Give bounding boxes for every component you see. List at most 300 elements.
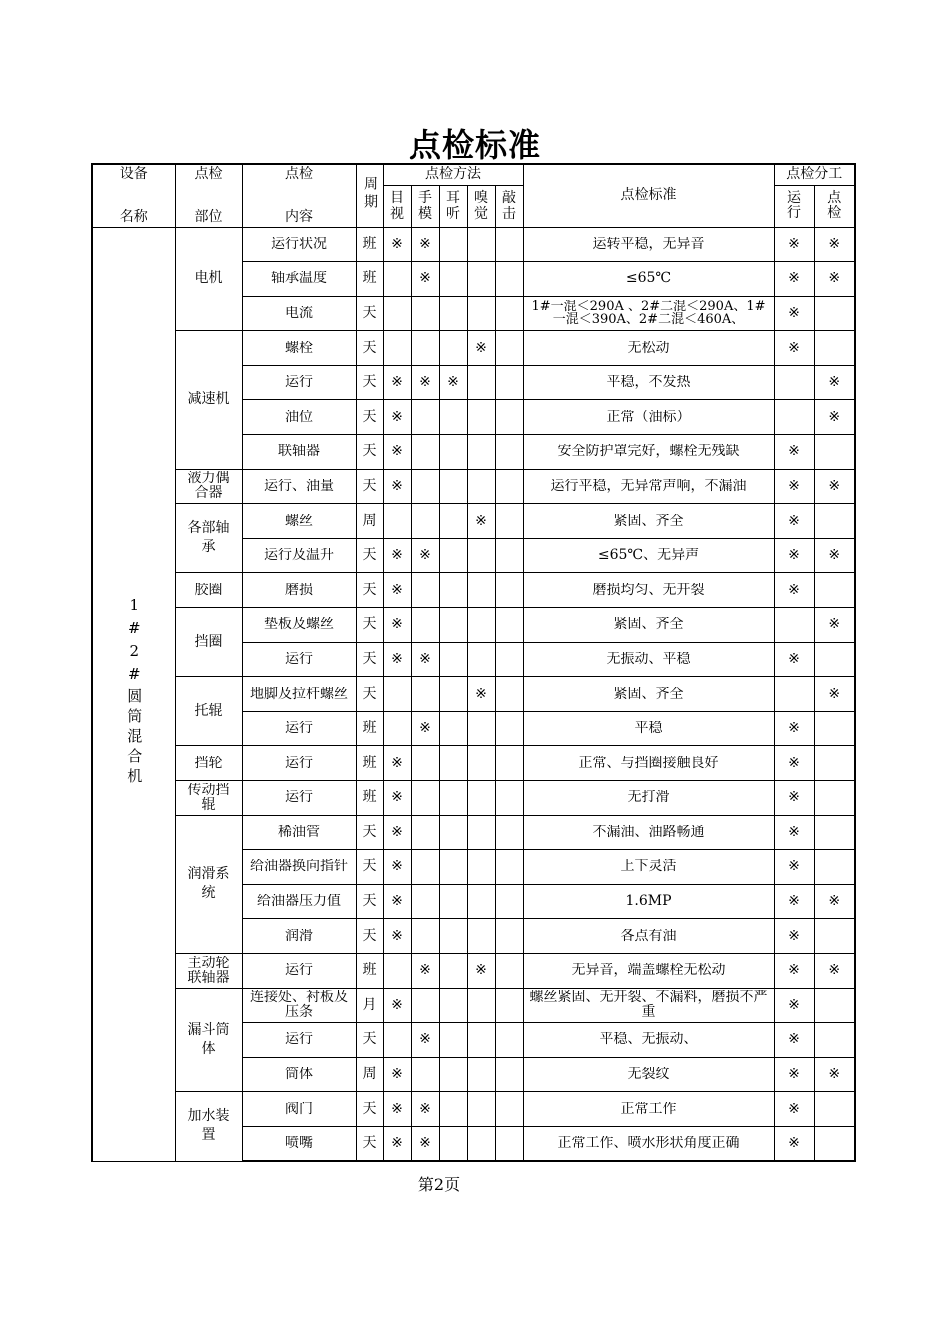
method-mark-4 bbox=[495, 573, 523, 608]
standard-text: 1.6MP bbox=[625, 894, 672, 910]
division-mark-0: ※ bbox=[774, 573, 814, 608]
division-mark-0: ※ bbox=[774, 1023, 814, 1058]
period-cell: 天 bbox=[356, 400, 383, 435]
method-mark-3 bbox=[467, 1126, 495, 1161]
standard-cell bbox=[523, 365, 774, 400]
part-cell bbox=[175, 746, 242, 781]
standard-cell bbox=[523, 262, 774, 297]
content-cell bbox=[242, 504, 356, 539]
content-cell bbox=[242, 642, 356, 677]
standard-text: 紧固、齐全 bbox=[613, 617, 684, 633]
inspection-standard-table bbox=[91, 163, 856, 1162]
division-mark-0: ※ bbox=[774, 296, 814, 331]
part-cell bbox=[175, 331, 242, 469]
method-mark-0 bbox=[383, 296, 411, 331]
header-division: 点检分工 bbox=[774, 164, 855, 185]
division-mark-0: ※ bbox=[774, 642, 814, 677]
table-row bbox=[92, 953, 855, 988]
standard-text: 紧固、齐全 bbox=[613, 686, 684, 702]
content-cell bbox=[242, 711, 356, 746]
method-mark-2 bbox=[439, 953, 467, 988]
content-cell bbox=[242, 469, 356, 504]
content-cell bbox=[242, 1057, 356, 1092]
standard-text: ≤65℃ bbox=[625, 271, 672, 287]
standard-text: 无打滑 bbox=[627, 790, 670, 806]
method-mark-3 bbox=[467, 365, 495, 400]
header-equipment-line2: 名称 bbox=[119, 208, 148, 225]
method-mark-3 bbox=[467, 227, 495, 262]
content-cell bbox=[242, 1126, 356, 1161]
method-mark-0 bbox=[383, 504, 411, 539]
content-cell bbox=[242, 988, 356, 1023]
method-mark-1 bbox=[411, 850, 439, 885]
method-mark-3 bbox=[467, 573, 495, 608]
standard-text: 正常工作 bbox=[620, 1101, 677, 1117]
period-cell: 班 bbox=[356, 746, 383, 781]
method-mark-4 bbox=[495, 1126, 523, 1161]
header-content bbox=[242, 164, 356, 227]
method-mark-0: ※ bbox=[383, 850, 411, 885]
method-mark-0: ※ bbox=[383, 746, 411, 781]
content-label: 运行 bbox=[285, 755, 313, 771]
standard-text: 上下灵活 bbox=[620, 859, 677, 875]
standard-text: 正常工作、喷水形状角度正确 bbox=[557, 1135, 740, 1151]
standard-text: 螺丝紧固、无开裂、不漏料，磨损不严重 bbox=[529, 990, 768, 1021]
content-cell bbox=[242, 331, 356, 366]
method-mark-2 bbox=[439, 884, 467, 919]
header-method-2 bbox=[439, 185, 467, 227]
content-label: 运行、油量 bbox=[264, 478, 334, 494]
table-row bbox=[92, 988, 855, 1023]
division-mark-1: ※ bbox=[814, 608, 855, 643]
method-mark-3 bbox=[467, 296, 495, 331]
content-cell bbox=[242, 296, 356, 331]
period-cell: 天 bbox=[356, 815, 383, 850]
content-label: 运行 bbox=[285, 1032, 313, 1048]
method-mark-0: ※ bbox=[383, 884, 411, 919]
division-mark-1: ※ bbox=[814, 538, 855, 573]
division-mark-1 bbox=[814, 781, 855, 816]
division-mark-1 bbox=[814, 642, 855, 677]
division-mark-1 bbox=[814, 296, 855, 331]
table-row bbox=[92, 1092, 855, 1127]
method-mark-2 bbox=[439, 573, 467, 608]
header-part-line1: 点检 bbox=[194, 165, 223, 182]
method-mark-4 bbox=[495, 850, 523, 885]
standard-cell bbox=[523, 1057, 774, 1092]
content-label: 运行状况 bbox=[271, 236, 327, 252]
method-mark-1 bbox=[411, 781, 439, 816]
division-mark-1 bbox=[814, 435, 855, 470]
method-mark-0: ※ bbox=[383, 781, 411, 816]
division-mark-0: ※ bbox=[774, 1057, 814, 1092]
part-cell bbox=[175, 988, 242, 1092]
standard-text: 无裂纹 bbox=[627, 1067, 670, 1083]
division-mark-0: ※ bbox=[774, 1126, 814, 1161]
method-mark-3 bbox=[467, 642, 495, 677]
table-row bbox=[92, 677, 855, 712]
page-number: 第2页 bbox=[417, 1175, 461, 1194]
period-cell: 天 bbox=[356, 365, 383, 400]
division-mark-0: ※ bbox=[774, 988, 814, 1023]
method-mark-2 bbox=[439, 781, 467, 816]
method-mark-3 bbox=[467, 711, 495, 746]
period-cell: 班 bbox=[356, 953, 383, 988]
division-mark-0: ※ bbox=[774, 227, 814, 262]
method-mark-1 bbox=[411, 1057, 439, 1092]
content-label: 运行 bbox=[285, 651, 313, 667]
part-label: 主动轮联轴器 bbox=[187, 955, 230, 986]
standard-cell bbox=[523, 919, 774, 954]
standard-cell bbox=[523, 642, 774, 677]
method-mark-0 bbox=[383, 1023, 411, 1058]
division-mark-0: ※ bbox=[774, 711, 814, 746]
division-mark-0: ※ bbox=[774, 953, 814, 988]
method-mark-3 bbox=[467, 435, 495, 470]
table-row bbox=[92, 781, 855, 816]
division-mark-0 bbox=[774, 677, 814, 712]
content-label: 喷嘴 bbox=[285, 1135, 313, 1151]
part-cell bbox=[175, 469, 242, 504]
standard-text: 磨损均匀、无开裂 bbox=[592, 582, 705, 598]
standard-cell bbox=[523, 435, 774, 470]
table-row bbox=[92, 746, 855, 781]
method-mark-4 bbox=[495, 227, 523, 262]
division-mark-0 bbox=[774, 608, 814, 643]
header-method-1 bbox=[411, 185, 439, 227]
method-mark-1 bbox=[411, 746, 439, 781]
content-label: 地脚及拉杆螺丝 bbox=[250, 686, 348, 702]
content-cell bbox=[242, 435, 356, 470]
method-mark-1: ※ bbox=[411, 538, 439, 573]
method-mark-2 bbox=[439, 296, 467, 331]
method-mark-1 bbox=[411, 331, 439, 366]
period-cell: 天 bbox=[356, 1092, 383, 1127]
method-mark-3: ※ bbox=[467, 331, 495, 366]
header-content-line2: 内容 bbox=[285, 208, 313, 225]
division-mark-0 bbox=[774, 400, 814, 435]
part-label: 减速机 bbox=[187, 391, 230, 408]
method-mark-1: ※ bbox=[411, 227, 439, 262]
content-label: 螺丝 bbox=[285, 513, 313, 529]
header-method-label-3: 嗅觉 bbox=[474, 190, 488, 222]
division-mark-1: ※ bbox=[814, 262, 855, 297]
method-mark-4 bbox=[495, 815, 523, 850]
table-row bbox=[92, 331, 855, 366]
method-mark-2 bbox=[439, 677, 467, 712]
table-row bbox=[92, 608, 855, 643]
header-period bbox=[356, 164, 383, 227]
method-mark-3 bbox=[467, 919, 495, 954]
method-mark-0: ※ bbox=[383, 435, 411, 470]
division-mark-1: ※ bbox=[814, 884, 855, 919]
equipment-name-cell bbox=[92, 227, 175, 1161]
header-period-label: 周期 bbox=[362, 175, 378, 212]
method-mark-3 bbox=[467, 400, 495, 435]
division-mark-0: ※ bbox=[774, 262, 814, 297]
method-mark-4 bbox=[495, 988, 523, 1023]
content-cell bbox=[242, 1023, 356, 1058]
header-content-line1: 点检 bbox=[285, 165, 313, 182]
method-mark-4 bbox=[495, 919, 523, 954]
content-cell bbox=[242, 815, 356, 850]
standard-cell bbox=[523, 815, 774, 850]
period-cell: 天 bbox=[356, 469, 383, 504]
method-mark-4 bbox=[495, 677, 523, 712]
method-mark-2 bbox=[439, 711, 467, 746]
standard-cell bbox=[523, 1023, 774, 1058]
content-label: 磨损 bbox=[285, 582, 313, 598]
standard-cell bbox=[523, 573, 774, 608]
method-mark-3 bbox=[467, 608, 495, 643]
part-cell bbox=[175, 1092, 242, 1161]
header-method-0 bbox=[383, 185, 411, 227]
method-mark-1 bbox=[411, 608, 439, 643]
method-mark-0: ※ bbox=[383, 538, 411, 573]
method-mark-1 bbox=[411, 435, 439, 470]
method-mark-1 bbox=[411, 919, 439, 954]
method-mark-3: ※ bbox=[467, 504, 495, 539]
period-cell: 班 bbox=[356, 781, 383, 816]
method-mark-2 bbox=[439, 1092, 467, 1127]
content-label: 轴承温度 bbox=[271, 271, 327, 287]
method-mark-4 bbox=[495, 642, 523, 677]
content-label: 稀油管 bbox=[278, 824, 320, 840]
table-row bbox=[92, 504, 855, 539]
content-cell bbox=[242, 850, 356, 885]
method-mark-2 bbox=[439, 850, 467, 885]
method-mark-1: ※ bbox=[411, 711, 439, 746]
standard-cell bbox=[523, 953, 774, 988]
method-mark-3: ※ bbox=[467, 677, 495, 712]
part-label: 胶圈 bbox=[194, 582, 223, 598]
method-mark-2 bbox=[439, 1057, 467, 1092]
method-mark-1 bbox=[411, 988, 439, 1023]
standard-text: 平稳 bbox=[634, 721, 663, 737]
content-label: 垫板及螺丝 bbox=[264, 617, 334, 633]
part-cell bbox=[175, 227, 242, 331]
division-mark-0: ※ bbox=[774, 331, 814, 366]
method-mark-4 bbox=[495, 296, 523, 331]
method-mark-4 bbox=[495, 746, 523, 781]
content-cell bbox=[242, 677, 356, 712]
part-cell bbox=[175, 573, 242, 608]
part-label: 漏斗筒体 bbox=[187, 1021, 230, 1057]
division-mark-1 bbox=[814, 331, 855, 366]
standard-cell bbox=[523, 988, 774, 1023]
division-mark-1 bbox=[814, 919, 855, 954]
header-method-label-2: 耳听 bbox=[446, 190, 460, 222]
header-standard: 点检标准 bbox=[523, 164, 774, 227]
header-method-label-1: 手模 bbox=[418, 190, 432, 222]
standard-cell bbox=[523, 746, 774, 781]
table-row bbox=[92, 469, 855, 504]
standard-text: 运转平稳，无异音 bbox=[592, 236, 705, 252]
standard-text: 1#一混＜290A 、2#二混＜290A、1#一混＜390A、2#二混＜460A、 bbox=[531, 300, 766, 327]
period-cell: 天 bbox=[356, 608, 383, 643]
period-cell: 天 bbox=[356, 1023, 383, 1058]
division-mark-1 bbox=[814, 1092, 855, 1127]
header-method-4 bbox=[495, 185, 523, 227]
division-mark-1 bbox=[814, 746, 855, 781]
method-mark-4 bbox=[495, 435, 523, 470]
part-label: 传动挡辊 bbox=[187, 782, 230, 813]
period-cell: 天 bbox=[356, 642, 383, 677]
part-label: 托辊 bbox=[194, 702, 223, 719]
standard-text: 安全防护罩完好，螺栓无残缺 bbox=[557, 444, 740, 460]
method-mark-3 bbox=[467, 815, 495, 850]
period-cell: 天 bbox=[356, 850, 383, 885]
method-mark-1 bbox=[411, 815, 439, 850]
period-cell: 天 bbox=[356, 1126, 383, 1161]
content-cell bbox=[242, 608, 356, 643]
content-label: 运行 bbox=[285, 963, 313, 979]
standard-cell bbox=[523, 850, 774, 885]
method-mark-4 bbox=[495, 504, 523, 539]
header-division-label-1: 点检 bbox=[827, 190, 842, 221]
division-mark-0: ※ bbox=[774, 504, 814, 539]
method-mark-0: ※ bbox=[383, 400, 411, 435]
standard-cell bbox=[523, 469, 774, 504]
method-mark-2 bbox=[439, 227, 467, 262]
standard-cell bbox=[523, 884, 774, 919]
method-mark-3 bbox=[467, 746, 495, 781]
content-label: 阀门 bbox=[285, 1101, 313, 1117]
content-cell bbox=[242, 746, 356, 781]
method-mark-4 bbox=[495, 400, 523, 435]
method-mark-3 bbox=[467, 469, 495, 504]
method-mark-0: ※ bbox=[383, 227, 411, 262]
method-mark-0: ※ bbox=[383, 919, 411, 954]
standard-text: 无松动 bbox=[627, 340, 670, 356]
part-label: 挡圈 bbox=[194, 633, 223, 650]
method-mark-3 bbox=[467, 884, 495, 919]
method-mark-4 bbox=[495, 365, 523, 400]
method-mark-1: ※ bbox=[411, 953, 439, 988]
method-mark-1: ※ bbox=[411, 262, 439, 297]
table-row bbox=[92, 815, 855, 850]
division-mark-1 bbox=[814, 988, 855, 1023]
content-label: 给油器换向指针 bbox=[250, 859, 348, 875]
method-mark-3 bbox=[467, 262, 495, 297]
part-cell bbox=[175, 781, 242, 816]
content-cell bbox=[242, 919, 356, 954]
method-mark-1 bbox=[411, 504, 439, 539]
method-mark-2 bbox=[439, 1126, 467, 1161]
division-mark-1: ※ bbox=[814, 953, 855, 988]
standard-text: 紧固、齐全 bbox=[613, 513, 684, 529]
division-mark-0: ※ bbox=[774, 538, 814, 573]
period-cell: 天 bbox=[356, 435, 383, 470]
method-mark-3 bbox=[467, 1092, 495, 1127]
method-mark-4 bbox=[495, 781, 523, 816]
method-mark-2: ※ bbox=[439, 365, 467, 400]
header-method-3 bbox=[467, 185, 495, 227]
standard-text: 运行平稳，无异常声响，不漏油 bbox=[550, 478, 747, 494]
content-label: 连接处、衬板及压条 bbox=[250, 990, 348, 1021]
method-mark-0 bbox=[383, 262, 411, 297]
method-mark-2 bbox=[439, 262, 467, 297]
method-mark-1: ※ bbox=[411, 1126, 439, 1161]
part-label: 各部轴承 bbox=[187, 520, 230, 556]
division-mark-0: ※ bbox=[774, 884, 814, 919]
standard-cell bbox=[523, 781, 774, 816]
division-mark-0: ※ bbox=[774, 435, 814, 470]
standard-text: 无振动、平稳 bbox=[606, 651, 691, 667]
period-cell: 天 bbox=[356, 884, 383, 919]
division-mark-1: ※ bbox=[814, 677, 855, 712]
standard-text: 各点有油 bbox=[620, 928, 677, 944]
standard-cell bbox=[523, 1092, 774, 1127]
method-mark-2 bbox=[439, 504, 467, 539]
method-mark-1: ※ bbox=[411, 1023, 439, 1058]
method-mark-0: ※ bbox=[383, 815, 411, 850]
content-label: 电流 bbox=[285, 305, 313, 321]
method-mark-0 bbox=[383, 711, 411, 746]
method-mark-1 bbox=[411, 296, 439, 331]
method-mark-3 bbox=[467, 1057, 495, 1092]
content-cell bbox=[242, 1092, 356, 1127]
equipment-name: 1#2#圆筒混合机 bbox=[125, 596, 144, 789]
content-cell bbox=[242, 573, 356, 608]
content-label: 运行 bbox=[285, 790, 313, 806]
method-mark-0 bbox=[383, 677, 411, 712]
division-mark-0: ※ bbox=[774, 746, 814, 781]
period-cell: 天 bbox=[356, 919, 383, 954]
part-cell bbox=[175, 677, 242, 746]
method-mark-2 bbox=[439, 435, 467, 470]
header-division-label-0: 运行 bbox=[787, 190, 801, 221]
content-label: 润滑 bbox=[285, 928, 313, 944]
method-mark-3 bbox=[467, 538, 495, 573]
method-mark-4 bbox=[495, 1092, 523, 1127]
division-mark-1 bbox=[814, 573, 855, 608]
division-mark-0: ※ bbox=[774, 815, 814, 850]
division-mark-1 bbox=[814, 1023, 855, 1058]
standard-text: 无异音，端盖螺栓无松动 bbox=[571, 963, 726, 979]
period-cell: 班 bbox=[356, 711, 383, 746]
method-mark-0: ※ bbox=[383, 469, 411, 504]
period-cell: 天 bbox=[356, 573, 383, 608]
method-mark-0 bbox=[383, 953, 411, 988]
division-mark-1: ※ bbox=[814, 365, 855, 400]
division-mark-1 bbox=[814, 850, 855, 885]
standard-cell bbox=[523, 227, 774, 262]
header-part bbox=[175, 164, 242, 227]
part-cell bbox=[175, 815, 242, 953]
method-mark-1: ※ bbox=[411, 1092, 439, 1127]
division-mark-0 bbox=[774, 365, 814, 400]
standard-cell bbox=[523, 608, 774, 643]
header-division-1 bbox=[814, 185, 855, 227]
division-mark-1 bbox=[814, 711, 855, 746]
content-label: 给油器压力值 bbox=[257, 894, 341, 910]
method-mark-2 bbox=[439, 919, 467, 954]
period-cell: 天 bbox=[356, 677, 383, 712]
method-mark-1 bbox=[411, 677, 439, 712]
method-mark-3 bbox=[467, 781, 495, 816]
division-mark-0: ※ bbox=[774, 1092, 814, 1127]
method-mark-4 bbox=[495, 538, 523, 573]
standard-cell bbox=[523, 677, 774, 712]
period-cell: 周 bbox=[356, 504, 383, 539]
part-label: 润滑系统 bbox=[187, 866, 230, 902]
method-mark-4 bbox=[495, 331, 523, 366]
part-cell bbox=[175, 608, 242, 677]
division-mark-1: ※ bbox=[814, 1057, 855, 1092]
method-mark-3: ※ bbox=[467, 953, 495, 988]
standard-text: 不漏油、油路畅通 bbox=[592, 824, 705, 840]
